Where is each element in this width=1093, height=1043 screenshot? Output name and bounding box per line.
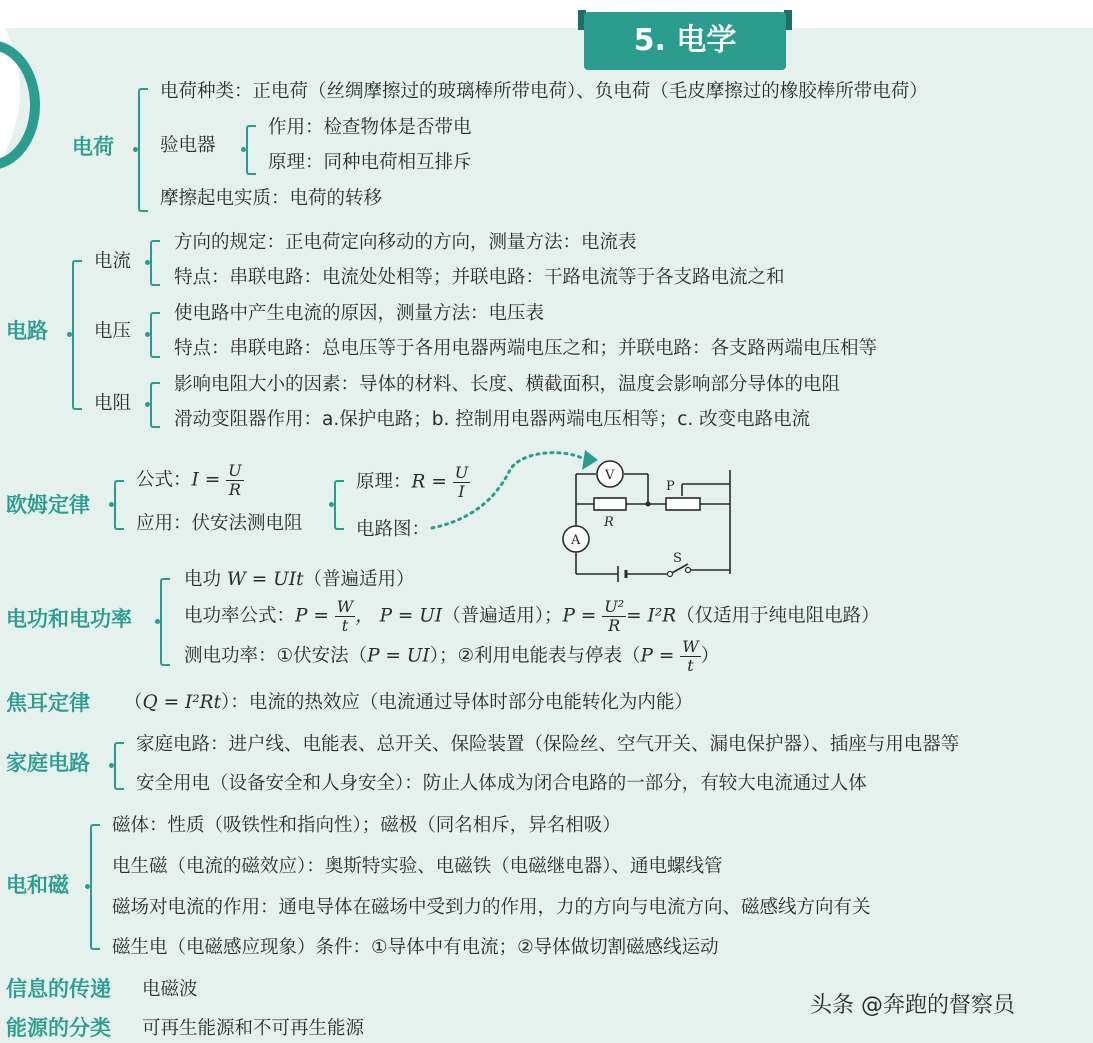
magnetic-force-on-current: 磁场对电流的作用：通电导体在磁场中受到力的作用，力的方向与电流方向、磁感线方向有关 [112, 897, 871, 918]
voltage-cause: 使电路中产生电流的原因，测量方法：电压表 [174, 303, 545, 324]
charge-types: 电荷种类：正电荷（丝绸摩擦过的玻璃棒所带电荷）、负电荷（毛皮摩擦过的橡胶棒所带电荷） [160, 81, 928, 102]
circuit-diagram [420, 440, 740, 585]
rheostat-function: 滑动变阻器作用：a.保护电路；b. 控制用电器两端电压相等；c. 改变电路电流 [174, 409, 811, 430]
ohm-application: 应用：伏安法测电阻 [136, 513, 303, 534]
ohm-formula: 公式：I = $\frac{U}{R}$ [136, 461, 242, 499]
current-feature: 特点：串联电路：电流处处相等；并联电路：干路电流等于各支路电流之和 [174, 267, 785, 288]
information-text: 电磁波 [142, 979, 198, 1000]
electric-work: 电功 W = UIt（普遍适用） [184, 569, 415, 590]
watermark: 头条 @奔跑的督察员 [810, 993, 1015, 1018]
switch-label: S [673, 551, 682, 566]
heading-charge: 电荷 [72, 135, 114, 159]
rheostat-icon [666, 498, 700, 510]
heading-information: 信息的传递 [6, 977, 111, 1001]
energy-text: 可再生能源和不可再生能源 [142, 1018, 365, 1039]
bracket-circuit [72, 260, 82, 410]
heading-joule: 焦耳定律 [6, 691, 90, 715]
bracket-power [160, 578, 170, 666]
electroscope-principle: 原理：同种电荷相互排斥 [268, 152, 472, 173]
circuit-diagram-label: 电路图： [356, 519, 431, 540]
heading-home-circuit: 家庭电路 [6, 751, 90, 775]
pointer-arrow-head [582, 450, 598, 470]
joule-law: （Q = I²Rt）：电流的热效应（电流通过导体时部分电能转化为内能） [124, 692, 693, 713]
electroscope-function: 作用：检查物体是否带电 [268, 117, 472, 138]
voltage-label: 电压 [94, 321, 132, 342]
voltage-feature: 特点：串联电路：总电压等于各用电器两端电压之和；并联电路：各支路两端电压相等 [174, 338, 878, 359]
bracket-ohm-application [334, 480, 344, 530]
electromagnetic-induction: 磁生电（电磁感应现象）条件：①导体中有电流；②导体做切割磁感线运动 [112, 937, 719, 958]
resistor-icon [594, 498, 626, 510]
current-label: 电流 [94, 251, 132, 272]
electromagnetism: 电生磁（电流的磁效应）：奥斯特实验、电磁铁（电磁继电器）、通电螺线管 [112, 856, 723, 877]
bracket-resistance [150, 382, 160, 428]
resistance-factors: 影响电阻大小的因素：导体的材料、长度、横截面积，温度会影响部分导体的电阻 [174, 374, 841, 395]
electroscope-label: 验电器 [160, 135, 216, 156]
heading-ohm: 欧姆定律 [6, 493, 90, 517]
heading-circuit: 电路 [6, 319, 48, 343]
bracket-magnetism [90, 824, 100, 950]
magnet-properties: 磁体：性质（吸铁性和指向性）；磁极（同名相斥，异名相吸） [112, 815, 621, 836]
bracket-electroscope [246, 125, 256, 175]
ohm-principle: 原理：R = $\frac{U}{I}$ [356, 463, 469, 501]
bracket-charge [138, 88, 148, 212]
resistance-label: 电阻 [94, 393, 132, 414]
heading-energy: 能源的分类 [6, 1016, 111, 1040]
resistor-label: R [604, 515, 614, 530]
pointer-arrow-line [432, 453, 582, 528]
heading-power: 电功和电功率 [6, 607, 132, 631]
slider-label: P [666, 479, 675, 494]
voltmeter-label: V [605, 468, 615, 483]
measure-power: 测电功率：①伏安法（P = UI）；②利用电能表与停表（P = $\frac{W}{t}$ ） [184, 637, 720, 675]
bracket-voltage [150, 312, 160, 358]
bracket-home-circuit [114, 742, 124, 790]
ammeter-label: A [571, 533, 581, 548]
home-circuit-components: 家庭电路：进户线、电能表、总开关、保险装置（保险丝、空气开关、漏电保护器）、插座与用电器等 [136, 734, 960, 755]
power-formula: 电功率公式：P = $\frac{W}{t}$ ， P = UI（普遍适用）；P = $\frac{\text{U²}}{R}$ = I²R（仅适用于纯电阻电路） [184, 597, 880, 635]
page-title: 5. 电学 [584, 12, 786, 70]
heading-magnetism: 电和磁 [6, 873, 69, 897]
bracket-current [150, 240, 160, 286]
electrical-safety: 安全用电（设备安全和人身安全）：防止人体成为闭合电路的一部分，有较大电流通过人体 [136, 773, 867, 794]
friction-charging: 摩擦起电实质：电荷的转移 [160, 188, 383, 209]
bracket-ohm [114, 480, 124, 530]
current-direction: 方向的规定：正电荷定向移动的方向，测量方法：电流表 [174, 232, 637, 253]
